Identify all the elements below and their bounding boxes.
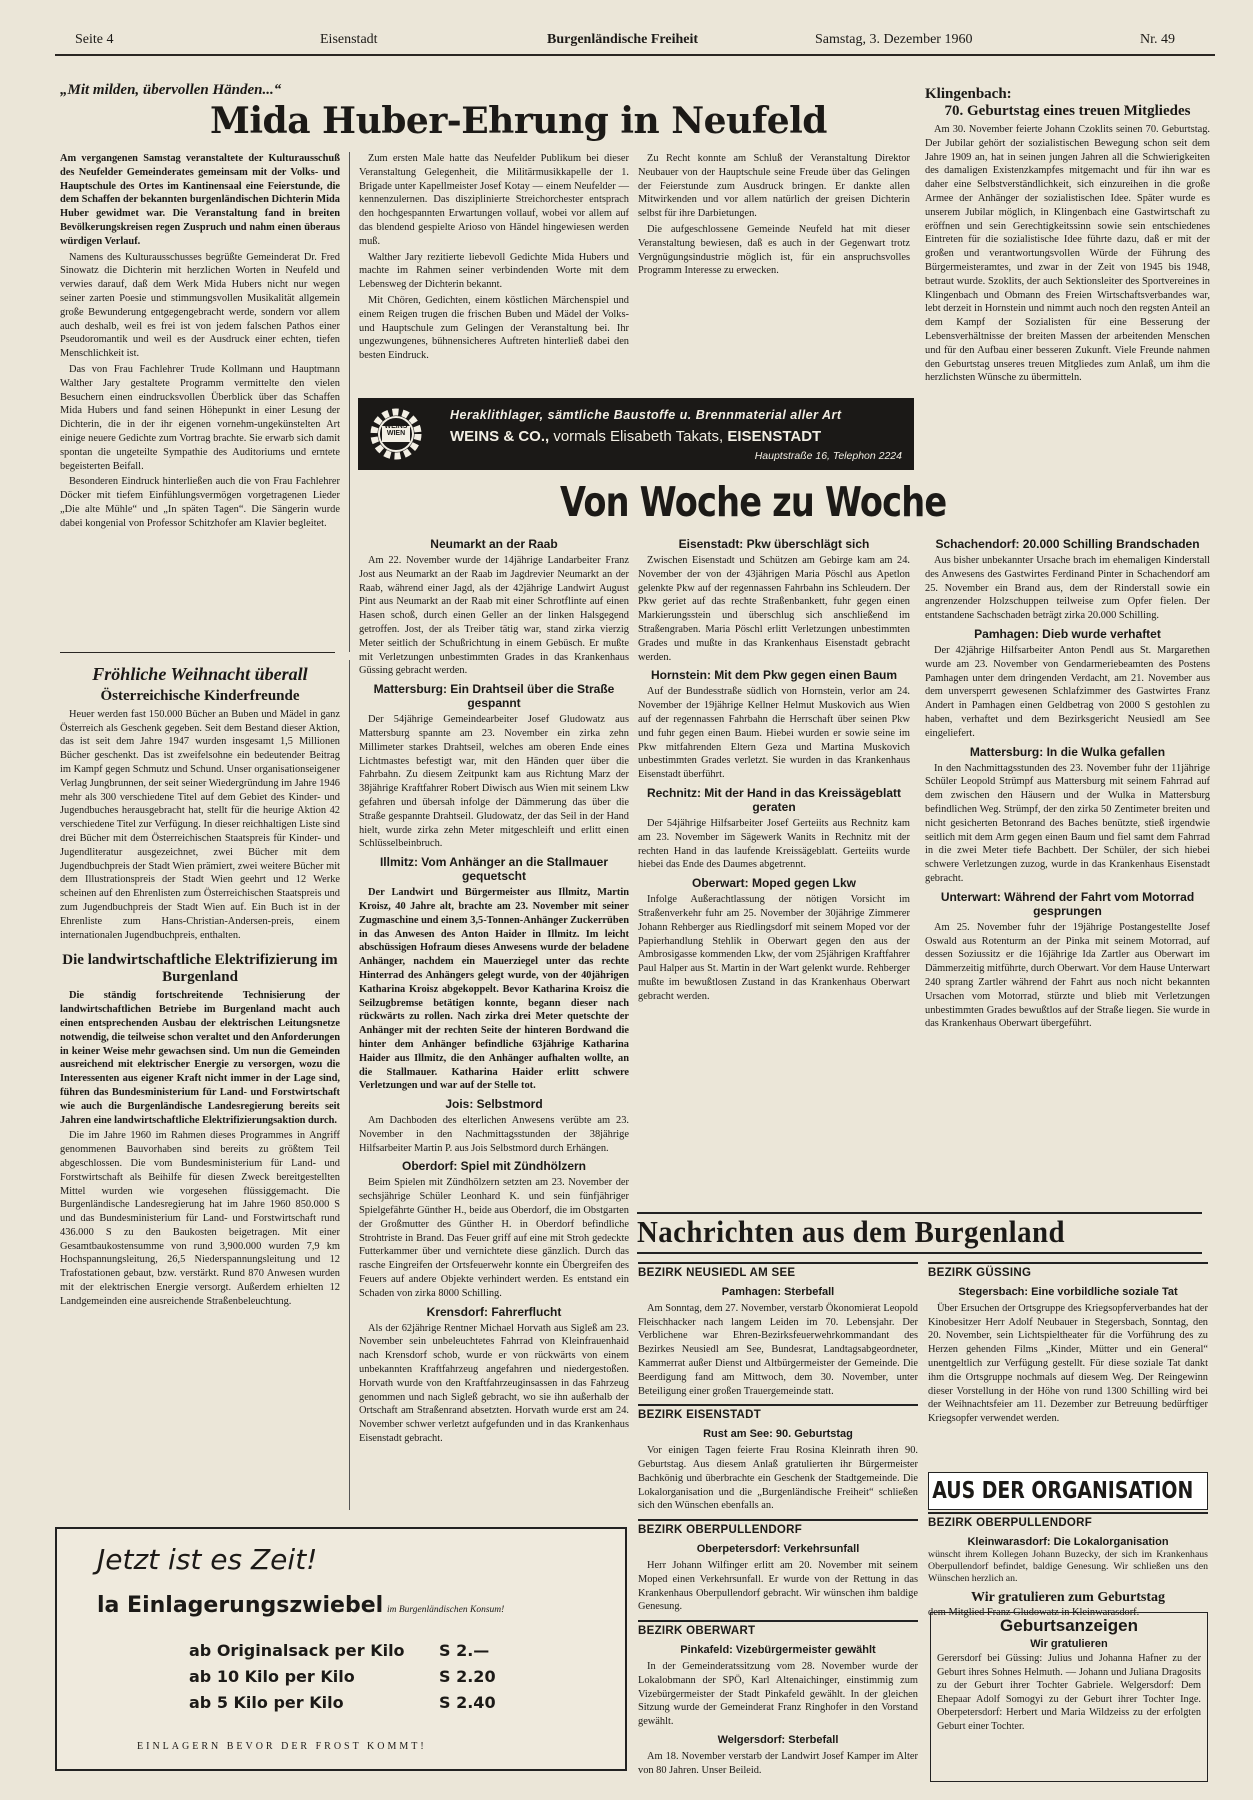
woche-col1 bbox=[359, 533, 629, 1518]
main-headline: Mida Huber-Ehrung in Neufeld bbox=[210, 100, 827, 142]
organisation-title: Kleinwarasdorf: Die Lokalorganisation bbox=[967, 1535, 1169, 1548]
woche-item-title: Neumarkt an der Raab bbox=[430, 537, 558, 551]
geburtsanzeigen-text: Gerersdorf bei Güssing: Julius und Johanna Hafner zu der Geburt ihres Sohnes Helmuth. — Johann und Juliana Dragosits zu der Geburt ihrer Tochter Gabriele. Welgersdorf: Dem Ehepaar Adolf Somogyi zu der Geburt ihrer Tochter Inge. Oberpetersdorf: Herbert und Maria Wildzeiss zu der erfolgten Geburt einer Tochter. bbox=[937, 1653, 1201, 1732]
bezirk-label: BEZIRK OBERPULLENDORF bbox=[638, 1519, 918, 1538]
woche-item-title: Hornstein: Mit dem Pkw gegen einen Baum bbox=[650, 668, 898, 683]
page-number: Seite 4 bbox=[75, 32, 114, 47]
bezirk-label: BEZIRK OBERPULLENDORF bbox=[928, 1512, 1208, 1531]
weins-logo-text: WEINS WIEN bbox=[384, 423, 408, 437]
price-row bbox=[189, 1693, 496, 1712]
nachricht-title: Rust am See: 90. Geburtstag bbox=[703, 1428, 853, 1441]
nachricht-text: Herr Johann Wilfinger erlitt am 20. November mit seinem Moped einen Verkehrsunfall. Er wurde von der Rettung in das Krankenhaus Oberpullendorf gebracht. Wir wünschen ihm baldige Genesung. bbox=[638, 1559, 918, 1613]
geburtsanzeigen-title: Geburtsanzeigen bbox=[1000, 1616, 1138, 1635]
bezirk-label: BEZIRK OBERWART bbox=[638, 1620, 918, 1639]
klingenbach-text: Am 30. November feierte Johann Czoklits seinen 70. Geburtstag. Der Jubilar gehört der sozialistischen Bewegung schon seit dem Jahre 1909 an, hat in seinen jungen Jahren all die Schwierigkeiten des damaligen Existenzkampfes mitgemacht und für ihn war es daher eine Selbstverständlichkeit, sich einzureihen in die große Armee der Anhänger der sozialistischen Idee. Später wurde es unserem Jubilar möglich, in Klingenbach eine Gastwirtschaft zu eröffnen und sein Gerechtigkeitssinn sowie sein entschiedenes Eintreten für die sozialistische Idee führte dazu, daß er mit der großen und verantwortungsvollen Würde der Führung des Bürgermeisteramtes, und zwar in der Zeit von 1945 bis 1948, betraut wurde. Szoklits, der auch Sektionsleiter des Sportvereines in Klingenbach und Obmann des Freien Wirtschaftsverbandes war, lebt derzeit in Hornstein und nimmt auch noch den regsten Anteil an dem Kampf der Sozialisten für eine Besserung der Lebensverhältnisse der breiten Massen der arbeitenden Menschen und für den Aufbau einer besseren Zukunft. Viele Freunde nahmen den Geburtstag unseres treuen Mitgliedes zum Anlaß, um ihm die herzlichsten Wünsche zu übermitteln. bbox=[925, 124, 1210, 384]
masthead-bar bbox=[55, 30, 1215, 52]
klingenbach-article bbox=[925, 86, 1210, 482]
woche-item-title: Illmitz: Vom Anhänger an die Stallmauer gequetscht bbox=[379, 855, 609, 884]
price-value: S 2.20 bbox=[439, 1667, 496, 1686]
geburtsanzeigen-sub: Wir gratulieren bbox=[1030, 1638, 1108, 1650]
main-p4: Zum ersten Male hatte das Neufelder Publikum bei dieser Veranstaltung Gelegenheit, die Militärmusikkapelle der 1. Brigade unter Kapellmeister Josef Kotay — einem Neufelder — kennenzulernen. Das disziplinierte Streichorchester entsprach den hochgespannten Erwartungen vollauf, wobei vor allem auf das blendend gespielte Arioso von Händel hingewiesen werden muß. bbox=[359, 153, 629, 247]
header-rule bbox=[55, 54, 1215, 56]
woche-item-text: Der 54jährige Gemeindearbeiter Josef Gludowatz aus Mattersburg spannte am 23. November ein zirka zehn Millimeter starkes Drahtseil, welches am oberen Ende eines Lichtmastes befestigt war, mit den Händen quer über die Fahrbahn. Zu diesem Zeitpunkt kam aus Richtung Marz der 38jährige Kraftfahrer Robert Diwisch aus Wien mit seinem Lkw gefahren und übersah infolge der Dämmerung das über die Straße gespannte Drahtseil. Gludowatz, der das Seil in der Hand hielt, wurde zirka zehn Meter mitgeschleift und erlitt einen Schlüsselbeinbruch. bbox=[359, 714, 629, 850]
zwiebel-slogan: Jetzt ist es Zeit! bbox=[97, 1543, 318, 1576]
woche-item-text: In den Nachmittagsstunden des 23. November fuhr der 11jährige Schüler Leopold Strümpf aus Mattersburg mit seinem Fahrrad auf dem zwischen den Häusern und der Wulka in Mattersburg befindlichen Weg. Strümpf, der den zirka 50 Zentimeter breiten und nicht gesicherten Betonrand des Baches benützte, stieß irgendwie seitlich mit dem Arm gegen einen Baum und fiel samt dem Fahrrad in die zwei Meter tiefe Bachbett. Der Schüler, der sich hiebei schwere Verletzungen zuzog, wurde in das Krankenhaus Eisenstadt gebracht. bbox=[925, 762, 1210, 884]
price-value: S 2.40 bbox=[439, 1693, 496, 1712]
main-p5: Walther Jary rezitierte liebevoll Gedichte Mida Hubers und machte im Rahmen seiner verbindenden Worte mit dem Lebensweg der Dichterin bekannt. bbox=[359, 251, 629, 291]
woche-item-text: Beim Spielen mit Zündhölzern setzten am 23. November der sechsjährige Schüler Leonhard K. und sein fünfjähriger Spielgefährte Günther H., beide aus Oberdorf, die im Obstgarten der Großmutter des Günther H. in Oberdorf befindliche Strohtriste in Brand. Das Feuer griff auf eine mit Stroh gedeckte Futterkammer über und vernichtete diese gänzlich. Durch das rasche Eingreifen der Ortsfeuerwehr konnte ein Übergreifen des Feuers auf andere Objekte verhindert werden. Es entstand ein Schaden von zirka 8000 Schilling. bbox=[359, 1177, 629, 1299]
elektri-headline: Die landwirtschaftliche Elektrifizierung im Burgenland bbox=[62, 952, 338, 986]
main-p8: Die aufgeschlossene Gemeinde Neufeld hat mit dieser Veranstaltung bewiesen, daß es auch in der Gegenwart trotz Vergnügungsindustrie möglich ist, für ein anspruchsvolles Programm Interesse zu erwecken. bbox=[638, 223, 910, 277]
woche-item-title: Unterwart: Während der Fahrt vom Motorrad gesprungen bbox=[940, 889, 1195, 918]
woche-item-title: Rechnitz: Mit der Hand in das Kreissägeblatt geraten bbox=[646, 785, 902, 814]
price-row bbox=[189, 1641, 490, 1660]
woche-item-text: Am Dachboden des elterlichen Anwesens verübte am 23. November in den Nachmittagsstunden der 38jährige Hilfsarbeiter Martin P. aus Jois Selbstmord durch Erhängen. bbox=[359, 1115, 629, 1154]
main-p6: Mit Chören, Gedichten, einem köstlichen Märchenspiel und einem Reigen trugen die frischen Buben und Mädel der Volks- und Hauptschule zum Gelingen der Veranstaltung bei. Ihr ungezwungenes, bühnensicheres Auftreten hinterließ dabei den besten Eindruck. bbox=[359, 294, 629, 362]
nachrichten-col2 bbox=[928, 1256, 1208, 1468]
woche-item-text: Aus bisher unbekannter Ursache brach im ehemaligen Kinderstall des Anwesens des Gastwirtes Ferdinand Pinter in Schachendorf am 25. November ein Brand aus, dem der Rinderstall sowie ein angrenzender Holzschuppen teilweise zum Opfer fielen. Der entstandene Sachschaden beträgt zirka 20.000 Schilling. bbox=[925, 555, 1210, 622]
zwiebel-store: im Burgenländischen Konsum! bbox=[387, 1605, 505, 1615]
main-p7: Zu Recht konnte am Schluß der Veranstaltung Direktor Neubauer von der Hauptschule seine Freude über das Gelingen der Feierstunde zum Ausdruck bringen. Er dankte allen Mitwirkenden und vor allem natürlich der greisen Dichterin selbst für ihre Darbietungen. bbox=[638, 153, 910, 220]
woche-item-text: Auf der Bundesstraße südlich von Hornstein, verlor am 24. November der 19jährige Kellner Helmut Muskovich aus Wien auf der regennassen Fahrbahn die Herrschaft über seinen Pkw und fuhr gegen einen Baum. Hiebei wurden er sowie seine im Pkw mitfahrenden Eltern Geza und Martina Muskovich unbestimmten Grades verletzt. Sie wurden in das Krankenhaus Eisenstadt überführt. bbox=[638, 686, 910, 781]
main-lead: Am vergangenen Samstag veranstaltete der Kulturausschuß des Neufelder Gemeinderates gemeinsam mit der Volks- und Hauptschule des Ortes im Kantinensaal eine Feierstunde, die dem Schaffen der bekannten burgenländischen Dichterin Mida Huber gewidmet war. Die Veranstaltung fand in breiten Bevölkerungskreisen regen Zuspruch und nahm einen überaus würdigen Verlauf. bbox=[60, 153, 340, 247]
nachricht-title: Pinkafeld: Vizebürgermeister gewählt bbox=[680, 1643, 876, 1656]
zwiebel-advertisement bbox=[55, 1527, 627, 1771]
geburtsanzeigen-box bbox=[930, 1612, 1208, 1782]
bezirk-label: BEZIRK NEUSIEDL AM SEE bbox=[638, 1262, 918, 1281]
nachricht-title: Oberpetersdorf: Verkehrsunfall bbox=[696, 1542, 860, 1555]
price-label: ab 10 Kilo per Kilo bbox=[189, 1667, 355, 1686]
weins-formerly: vormals Elisabeth Takats, bbox=[553, 428, 724, 445]
issue-number: Nr. 49 bbox=[1140, 32, 1175, 47]
nachricht-title: Welgersdorf: Sterbefall bbox=[717, 1733, 839, 1746]
weins-company-line bbox=[450, 428, 821, 445]
price-label: ab Originalsack per Kilo bbox=[189, 1641, 405, 1660]
organisation-headline: AUS DER ORGANISATION bbox=[932, 1478, 1194, 1504]
nachricht-title: Stegersbach: Eine vorbildliche soziale Tat bbox=[958, 1285, 1178, 1298]
woche-headline: Von Woche zu Woche bbox=[560, 478, 947, 526]
woche-item-title: Krensdorf: Fahrerflucht bbox=[426, 1304, 562, 1319]
zwiebel-footer: EINLAGERN BEVOR DER FROST KOMMT! bbox=[137, 1741, 427, 1752]
nachricht-text: Vor einigen Tagen feierte Frau Rosina Kleinrath ihren 90. Geburtstag. Aus diesem Anlaß gratulierten ihr Bürgermeister Bachkönig und überbrachte ein Geschenk der Stadtgemeinde. Die Lokalorganisation und die „Burgenländische Freiheit“ schließen sich den Wünschen ebenfalls an. bbox=[638, 1445, 918, 1512]
main-article-col3 bbox=[638, 152, 910, 392]
main-p2: Das von Frau Fachlehrer Trude Kollmann und Hauptmann Walther Jary gestaltete Programm vermittelte den vielen Besuchern einen eindrucksvollen Überblick über das Schaffen Mida Hubers und fand seinen Höhepunkt in einer Lesung der Dichterin, die in der ihr eigenen vornehm-ungekünstelten Art einige neuere Gedichte zum Vortrag brachte. Sie erwarb sich damit spontan die ungeteilte Sympathie des Auditoriums und erntete begeisterten Beifall. bbox=[60, 363, 340, 472]
weihnacht-text: Heuer werden fast 150.000 Bücher an Buben und Mädel in ganz Österreich als Geschenk gegeben. Seit dem Bestand dieser Aktion, das ist seit dem Jahre 1947 wurden insgesamt 1,5 Millionen Bücher geschenkt. Das ist zweifelsohne ein bedeutender Beitrag im Kampf gegen Schmutz und Schund. Unser organisationseigener Verlag Jungbrunnen, der seit seiner Wiedergründung im Jahre 1946 mehr als 300 verschiedene Titel auf dem Gebiet des Kinder- und Jugendbuches herausgebracht hat, stellt für die heurige Aktion 42 verschiedene Titel zur Verfügung. In dieser reichhaltigen Liste sind drei Bücher mit dem Österreichischen Staatspreis für Kinder- und Jugendliteratur ausgezeichnet, zwei Bücher mit dem Jugendbuchpreis der Stadt Wien prämiert, zwei weitere Bücher mit dem Illustrationspreis der Stadt Wien geehrt und 12 Werke scheinen auf den Ehrenlisten zum Österreichischen Staatspreis und zum Jugendbuchpreis der Stadt Wien auf. Ein Buch ist in der Ehrenliste zum Hans-Christian-Andersen-preis, einem internationalen Jugendbuchpreis, enthalten. bbox=[60, 708, 340, 941]
woche-item-title: Oberdorf: Spiel mit Zündhölzern bbox=[402, 1159, 586, 1174]
woche-item-title: Mattersburg: In die Wulka gefallen bbox=[969, 744, 1166, 759]
column-rule bbox=[349, 152, 350, 652]
woche-col3 bbox=[925, 533, 1210, 1205]
issue-date: Samstag, 3. Dezember 1960 bbox=[815, 32, 973, 47]
woche-item-title: Oberwart: Moped gegen Lkw bbox=[691, 876, 856, 891]
woche-item-text: Der 54jährige Hilfsarbeiter Josef Gerteiits aus Rechnitz kam am 23. November im Sägewerk Wanits in Rechnitz mit der rechten Hand in das laufende Kreissägeblatt. Gerteiits wurde hiebei das Ende des Daumes abgetrennt. bbox=[638, 817, 910, 871]
elektri-text: Die im Jahre 1960 im Rahmen dieses Programmes in Angriff genommenen Bauvorhaben sind bereits zu größtem Teil abgeschlossen. Die vom Bundesministerium für Land- und Forstwirtschaft als Beihilfe für diesen Zweck bereitgestellten Mittel wurden wie vorgesehen flüssiggemacht. Die Burgenländische Landesregierung hat im Jahre 1960 850.000 S und das Bundesministerium für Land- und Forstwirtschaft rund 436.000 S zu den Baukosten beigetragen. Mit einer Gesamtbaukostensumme von rund 3,900.000 wurden 7,9 km Hochspannungsleitung, 26,5 Niederspannungsleitung und 12 Trafostationen gebaut, bzw. verstärkt. Rund 870 Anwesen wurden mit der elektrischen Energie versorgt. Außerdem erhielten 12 Landgemeinden eine ausreichende Straßenbeleuchtung. bbox=[60, 1130, 340, 1307]
main-article-col1 bbox=[60, 152, 340, 652]
nachricht-text: Am Sonntag, dem 27. November, verstarb Ökonomierat Leopold Fleischhacker nach langem Leiden im 70. Lebensjahr. Der Verblichene war Ehren-Bezirksfeuerwehrkommandant des Bezirkes Neusiedl am See, Bundesrat, Landtagsabgeordneter, Kammerrat außer Dienst und Altbürgermeister der Gemeinde. Die Beerdigung fand am Mittwoch, dem 30. November, unter Beteiligung einer großen Trauergemeinde statt. bbox=[638, 1302, 918, 1397]
woche-item-text: Am 22. November wurde der 14jährige Landarbeiter Franz Jost aus Neumarkt an der Raab im Jagdrevier Neumarkt an der Raab, während einer Jagd, als der 42jährige Landwirt August Pint aus Neumarkt an der Raab mit einer Schrotflinte auf einen Hasen schoß, durch einen Geller an der linken Halsgegend getroffen. Jost, der als Treiber tätig war, stand zirka vierzig Meter seitlich der Schußrichtung in einem Gebüsch. Er mußte mit Verletzungen unbestimmten Grades in das Krankenhaus Güssing gebracht werden. bbox=[359, 555, 629, 677]
woche-item-text: Am 25. November fuhr der 19jährige Postangestellte Josef Oswald aus Rotenturm an der Pinka mit seinem Motorrad, auf dessen Soziussitz er die 16jährige Ida Zartler aus Oberwart im Dämmerzeitig mitführte, durch Oberwart. Vor dem Hause Unterwart 240 sprang Zartler während der Fahrt aus noch nicht bekannten Ursachen vom Motorrad, stürzte und blieb mit Verletzungen unbestimmten Grades bewußtlos auf der Straße liegen. Sie wurde in das Krankenhaus Oberwart übergeführt. bbox=[925, 921, 1210, 1030]
woche-item-text: Als der 62jährige Rentner Michael Horvath aus Sigleß am 23. November sein unbeleuchtetes Fahrrad von Kleinfrauenhaid nach Krensdorf schob, wurde er von rückwärts von einem unbekannten Kraftfahrzeug angefahren und niedergestoßen. Horvath wurde von den Kraftfahrzeuginsassen in das Fahrzeug genommen und nach Sigleß gebracht, wo sie ihn außerhalb der Ortschaft am Straßenrand absetzten. Horvath wurde erst am 24. November schwer verletzt aufgefunden und in das Krankenhaus Eisenstadt gebracht. bbox=[359, 1322, 629, 1445]
klingenbach-place: Klingenbach: bbox=[925, 86, 1012, 102]
weins-tagline: Heraklithlager, sämtliche Baustoffe u. Brennmaterial aller Art bbox=[450, 408, 842, 422]
weihnacht-headline: Fröhliche Weihnacht überall bbox=[92, 664, 308, 684]
bezirk-label: BEZIRK EISENSTADT bbox=[638, 1404, 918, 1423]
column-rule bbox=[349, 660, 350, 1510]
woche-item-text: Der Landwirt und Bürgermeister aus Illmitz, Martin Kroisz, 40 Jahre alt, brachte am 23. November mit seiner Zugmaschine und einem 3,5-Tonnen-Anhänger Zuckerrüben in das Anwesen des Anton Haider in Illmitz. Im leicht abschüssigen Hofraum dieses Anwesens wurde der beladene Anhänger, nachdem ein Mauerziegel unter das rechte Hinterrad des Anhängers gelegt wurde, von der 40jährigen Katharina Kroisz abgekoppelt. Bevor Katharina Kroisz die Seilzugbremse betätigen konnte, begann dieser nach rückwärts zu rollen. Nach zirka drei Meter quetschte der Anhänger mit der rechten Seite der hinteren Bordwand die hinter dem Anhänger befindliche 63jährige Katharina Haider aus Illmitz, die den Anhänger aufhalten wollte, an die Stallmauer. Katharina Haider erlitt schwere Verletzungen und war auf der Stelle tot. bbox=[359, 887, 629, 1092]
weins-address: Hauptstraße 16, Telephon 2224 bbox=[754, 450, 902, 462]
nachricht-text: Über Ersuchen der Ortsgruppe des Kriegsopferverbandes hat der Kinobesitzer Herr Adolf Neubauer in Stegersbach, Sonntag, den 20. November, sein Lichtspieltheater für die Vorführung des zu Herzen gehenden Films „Kinder, Mütter und ein General“ unentgeltlich zur Verfügung gestellt. Für diese soziale Tat dankt ihm die Ortsgruppe nochmals auf diesem Weg. Der Reingewinn dieser Vorstellung in der Höhe von rund 1300 Schilling wird bei der Weihnachtsfeier am 11. Dezember zur Betreuung bedürftiger Kriegsopfer verwendet werden. bbox=[928, 1302, 1208, 1425]
elektri-lead: Die ständig fortschreitende Technisierung der landwirtschaftlichen Betriebe im Burgenland macht auch einen entsprechenden Ausbau der elektrischen Leitungsnetze notwendig, die teilweise schon veraltet und den Anforderungen in keiner Weise mehr gewachsen sind. Um nun die Gemeinden ausreichend mit elektrischer Energie zu versorgen, wozu die Interessenten aus eigener Kraft nicht immer in der Lage sind, führen das Bundesministerium für Land- und Forstwirtschaft wie auch die Burgenländische Landesregierung bereits seit Jahren eine landwirtschaftliche Elektrifizierungsaktion durch. bbox=[60, 990, 340, 1126]
woche-item-title: Mattersburg: Ein Drahtseil über die Straße gespannt bbox=[373, 682, 615, 711]
price-row bbox=[189, 1667, 496, 1686]
klingenbach-headline: 70. Geburtstag eines treuen Mitgliedes bbox=[944, 103, 1191, 119]
weins-city: EISENSTADT bbox=[727, 428, 822, 445]
price-label: ab 5 Kilo per Kilo bbox=[189, 1693, 344, 1712]
weins-advertisement bbox=[358, 398, 914, 470]
nachrichten-headline: Nachrichten aus dem Burgenland bbox=[637, 1214, 1066, 1249]
section-rule bbox=[60, 652, 335, 653]
woche-item-title: Jois: Selbstmord bbox=[445, 1097, 543, 1112]
organisation-section bbox=[928, 1512, 1208, 1618]
weins-company: WEINS & CO., bbox=[450, 428, 550, 445]
bezirk-label: BEZIRK GÜSSING bbox=[928, 1262, 1208, 1281]
gratulieren-text: dem Mitglied Franz Gludowatz in Kleinwarasdorf. bbox=[928, 1606, 1140, 1618]
nachrichten-col1 bbox=[638, 1256, 918, 1786]
woche-item-title: Eisenstadt: Pkw überschlägt sich bbox=[678, 537, 870, 551]
kicker: „Mit milden, übervollen Händen...“ bbox=[60, 82, 282, 98]
nachricht-title: Pamhagen: Sterbefall bbox=[721, 1285, 835, 1298]
gratulieren-title: Wir gratulieren zum Geburtstag bbox=[970, 1589, 1166, 1605]
woche-col2 bbox=[638, 533, 910, 1205]
weihnacht-subhead: Österreichische Kinderfreunde bbox=[100, 687, 300, 704]
woche-item-text: Zwischen Eisenstadt und Schützen am Gebirge kam am 24. November der von der 43jährigen Maria Pöschl aus Apetlon gelenkte Pkw auf der regennassen Fahrbahn ins Schleudern. Der Pkw geriet auf das rechte Straßenbankett, fuhr gegen einen Markierungsstein und überschlug sich anschließend im Straßengraben. Maria Pöschl erlitt Verletzungen unbestimmten Grades und mußte in das Krankenhaus Eisenstadt gebracht werden. bbox=[638, 555, 910, 663]
zwiebel-product: la Einlagerungszwiebel bbox=[97, 1593, 384, 1618]
organisation-banner bbox=[928, 1472, 1208, 1510]
nachricht-text: Am 18. November verstarb der Landwirt Josef Kamper im Alter von 80 Jahren. Unser Beileid. bbox=[638, 1750, 918, 1776]
woche-item-text: Infolge Außerachtlassung der nötigen Vorsicht im Straßenverkehr fuhr am 25. November der 30jährige Zimmerer Johann Rehberger aus Riedlingsdorf mit seinem Moped vor der Papierhandlung Stehlik in Oberwart gegen den aus der Ambrosigasse kommenden Lkw, der vom 25jährigen Kraftfahrer Paul Halper aus St. Martin in der Wart gelenkt wurde. Rehberger mußte im bewußtlosen Zustand in das Krankenhaus Oberwart gebracht werden. bbox=[638, 894, 910, 1002]
main-p3: Besonderen Eindruck hinterließen auch die von Frau Fachlehrer Döcker mit tiefem Einfühlungsvermögen vorgetragenen Lieder „Die alte Mühle“ und „In späten Tagen“. Die Sängerin wurde dabei kongenial von Professor Schitzhofer am Klavier begleitet. bbox=[60, 476, 340, 529]
main-article-col2 bbox=[359, 152, 629, 392]
nachrichten-banner bbox=[637, 1212, 1202, 1254]
main-p1: Namens des Kulturausschusses begrüßte Gemeinderat Dr. Fred Sinowatz die Dichterin mit herzlichen Worten in Neufeld und verwies darauf, daß dem Werk Mida Hubers nicht nur wegen seiner zarten Poesie und stimmungsvollen Musikalität allgemein große Bewunderung entgegengebracht werde, sondern vor allem auch deshalb, weil es frei ist von jedem falschen Pathos einer Pseudoromantik und weil es der Ausdruck einer echten, tiefen Menschlichkeit ist. bbox=[60, 251, 340, 360]
left-column bbox=[60, 660, 340, 1510]
place-name: Eisenstadt bbox=[320, 32, 378, 47]
woche-item-title: Pamhagen: Dieb wurde verhaftet bbox=[974, 626, 1161, 641]
paper-name: Burgenländische Freiheit bbox=[547, 32, 699, 47]
price-value: S 2.— bbox=[439, 1641, 490, 1660]
organisation-text: wünscht ihrem Kollegen Johann Buzecky, der sich im Krankenhaus Oberpullendorf befindet, baldige Genesung. Wir schließen uns den Wünschen herzlich an. bbox=[928, 1548, 1208, 1584]
woche-item-title: Schachendorf: 20.000 Schilling Brandschaden bbox=[935, 537, 1200, 551]
woche-item-text: Der 42jährige Hilfsarbeiter Anton Pendl aus St. Margarethen wurde am 23. November von Gendarmeriebeamten des Postens Pamhagen unter dem dringenden Verdacht, am 21. November aus dem unversperrt gewesenen Schlafzimmer des Gastwirtes Franz Andert in Pamhagen einen Geldbetrag von 2000 S gestohlen zu haben, verhaftet und dem Bezirksgericht Neusiedl am See eingeliefert. bbox=[925, 644, 1210, 739]
nachricht-text: In der Gemeinderatssitzung vom 28. November wurde der Lokalobmann der SPÖ, Karl Altenaichinger, einstimmig zum Vizebürgermeister der Stadt Pinkafeld gewählt. In der gleichen Sitzung wurde der Gemeinderat Franz Ringhofer in den Vorstand gewählt. bbox=[638, 1660, 918, 1728]
